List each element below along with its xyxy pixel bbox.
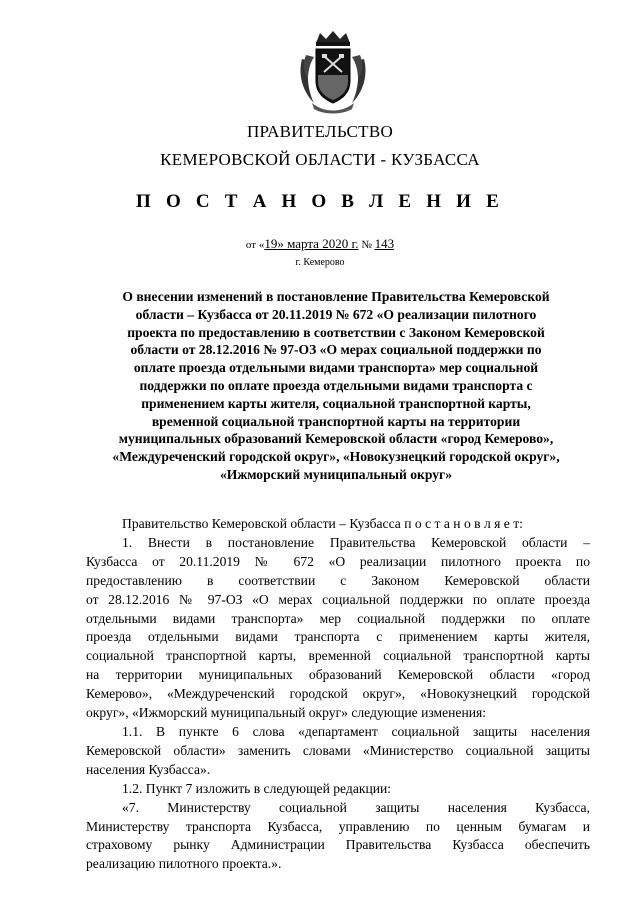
- body-line: Министерству транспорта Кузбасса, управлению по ценным бумагам и: [86, 818, 590, 834]
- title-line: проекта по предоставлению в соответствии с Законом Кемеровской: [127, 324, 545, 340]
- body-line: реализацию пилотного проекта.».: [86, 856, 282, 872]
- title-line: применением карты жителя, социальной транспортной карты,: [141, 395, 531, 411]
- body-line: Кемерово», «Междуреченский городской округ», «Новокузнецкий городской: [86, 686, 590, 702]
- city-name: г. Кемерово: [295, 257, 345, 268]
- body-line: 1.1. В пункте 6 слова «департамент социальной защиты населения: [122, 723, 590, 739]
- date-day: 19: [264, 236, 278, 251]
- date-number-line: [0, 237, 640, 252]
- body-line: страховому рынку Администрации Правительства Кузбасса обеспечить: [86, 837, 590, 853]
- number-prefix: №: [361, 239, 372, 251]
- title-line: О внесении изменений в постановление Правительства Кемеровской: [122, 289, 550, 304]
- title-line: муниципальных образований Кемеровской области «город Кемерово»,: [118, 431, 554, 447]
- body-line: социальной транспортной карты, временной социальной транспортной карты: [86, 648, 590, 664]
- body-line: Кемеровской области» заменить словами «Министерство социальной защиты: [86, 742, 590, 758]
- date-month-year: » марта 2020 г.: [277, 236, 359, 251]
- document-type-heading: П О С Т А Н О В Л Е Н И Е: [136, 191, 504, 212]
- document-title: [84, 288, 588, 484]
- document-number: 143: [374, 236, 395, 251]
- body-line: от 28.12.2016 № 97-ОЗ «О мерах социальной поддержки по оплате проезда: [86, 591, 590, 607]
- title-line: «Ижморский муниципальный округ»: [220, 466, 452, 482]
- title-line: области – Кузбасса от 20.11.2019 № 672 «О реализации пилотного: [135, 306, 537, 322]
- coat-of-arms-emblem: [296, 29, 370, 115]
- body-line: на территории муниципальных образований Кемеровской области «город: [86, 667, 590, 683]
- government-name-line-2: КЕМЕРОВСКОЙ ОБЛАСТИ - КУЗБАССА: [160, 150, 480, 169]
- title-line: области от 28.12.2016 № 97-ОЗ «О мерах социальной поддержки по: [130, 342, 542, 358]
- body-line: Правительство Кемеровской области – Кузбасса п о с т а н о в л я е т:: [122, 516, 523, 531]
- title-line: поддержки по оплате проезда отдельными видами транспорта с: [139, 377, 533, 393]
- body-line: отдельными видами транспорта» мер социальной поддержки по оплате: [86, 610, 590, 626]
- title-line: временной социальной транспортной карты на территории: [151, 413, 521, 429]
- body-line: проезда отдельными видами транспорта с применением карты жителя,: [86, 629, 590, 645]
- body-line: 1.2. Пункт 7 изложить в следующей редакции:: [122, 780, 392, 796]
- date-prefix: от «: [245, 239, 265, 251]
- body-line: Кузбасса от 20.11.2019 № 672 «О реализации пилотного проекта по: [86, 553, 590, 569]
- government-name-line-1: ПРАВИТЕЛЬСТВО: [246, 122, 394, 141]
- body-line: округ», «Ижморский муниципальный округ» следующие изменения:: [86, 705, 487, 721]
- title-line: «Междуреченский городской округ», «Новокузнецкий городской округ»,: [112, 449, 560, 465]
- body-line: предоставлению в соответствии с Законом Кемеровской области: [86, 572, 590, 588]
- document-body: [86, 515, 590, 874]
- body-line: «7. Министерству социальной защиты населения Кузбасса,: [122, 799, 590, 815]
- body-line: 1. Внести в постановление Правительства Кемеровской области –: [122, 534, 590, 550]
- body-line: населения Кузбасса».: [86, 761, 211, 777]
- title-line: оплате проезда отдельными видами транспорта» мер социальной: [133, 360, 539, 376]
